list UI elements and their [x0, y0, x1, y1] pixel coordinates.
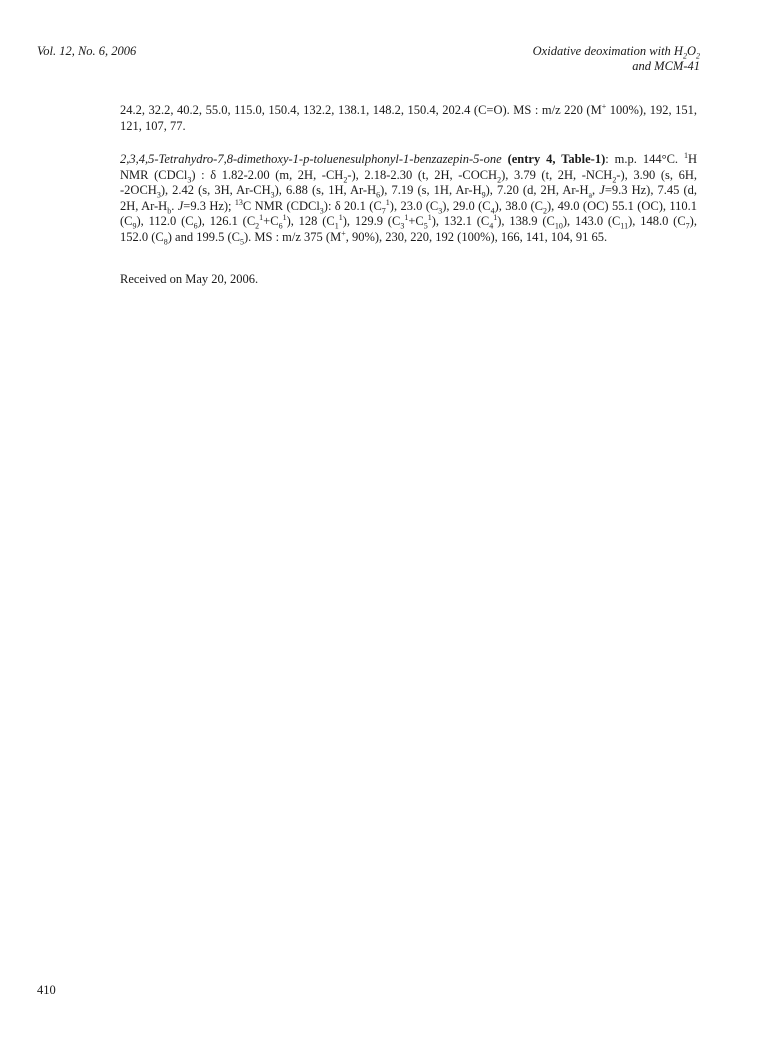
nmr-data-paragraph: 24.2, 32.2, 40.2, 55.0, 115.0, 150.4, 132.2, 138.1, 148.2, 150.4, 202.4 (C=O). MS : m/z 220 (M+ 100%), 192, 151, 121, 107, 77.	[120, 101, 698, 133]
entry-reference: (entry 4, Table-1)	[507, 152, 606, 166]
journal-header: Vol. 12, No. 6, 2006	[37, 44, 137, 58]
page-number: 410	[37, 983, 56, 997]
received-date: Received on May 20, 2006.	[120, 272, 259, 286]
article-title-header: Oxidative deoximation with $H_2O_2$ and MCM-41	[532, 44, 700, 73]
compound-characterization-paragraph: 2,3,4,5-Tetrahydro-7,8-dimethoxy-1-p-toluenesulphonyl-1-benzazepin-5-one (entry 4, Table-1): m.p. 144°C. $^1$H NMR (CDCl$_3$) : δ 1.82-2.00 (m, 2H, $-CH_2-$), 2.18-2.30 (t, 2H, $-COCH_2$), 3.79 (t, 2H, $-NCH_2-$), 3.90 (s, 6H, $-2OCH_3$), 2.42 (s, 3H, $Ar-CH_3$), 6.88 (s, 1H, $Ar-H_6$), 7.19 (s, 1H, $Ar-H_9$), 7.20 (d, 2H, $Ar-H_a$, J=9.3 Hz), 7.45 (d, 2H, $Ar-H_b$. J=9.3 Hz); $^{13}$C NMR (CDCl$_3$): δ 20.1 $(C_7^1)$, 23.0 $(C_3)$, 29.0 $(C_4)$, 38.0 $(C_2)$, 49.0 (OC) 55.1 (OC), 110.1 $(C_9)$, 112.0 $(C_6)$, 126.1 $(C_2^1+C_6^1)$, 128 $(C_1^1)$, 129.9 $(C_3^1+C_5^1)$, 132.1 $(C_4^1)$, 138.9 $(C_{10})$, 143.0 $(C_{11})$, 148.0 $(C_7)$, 152.0 $(C_8)$ and 199.5 $(C_5)$. MS : m/z 375 (M+, 90%), 230, 220, 192 (100%), 166, 141, 104, 91 65.	[120, 150, 698, 247]
compound-name: 2,3,4,5-Tetrahydro-7,8-dimethoxy-1-p-toluenesulphonyl-1-benzazepin-5-one	[120, 152, 502, 166]
